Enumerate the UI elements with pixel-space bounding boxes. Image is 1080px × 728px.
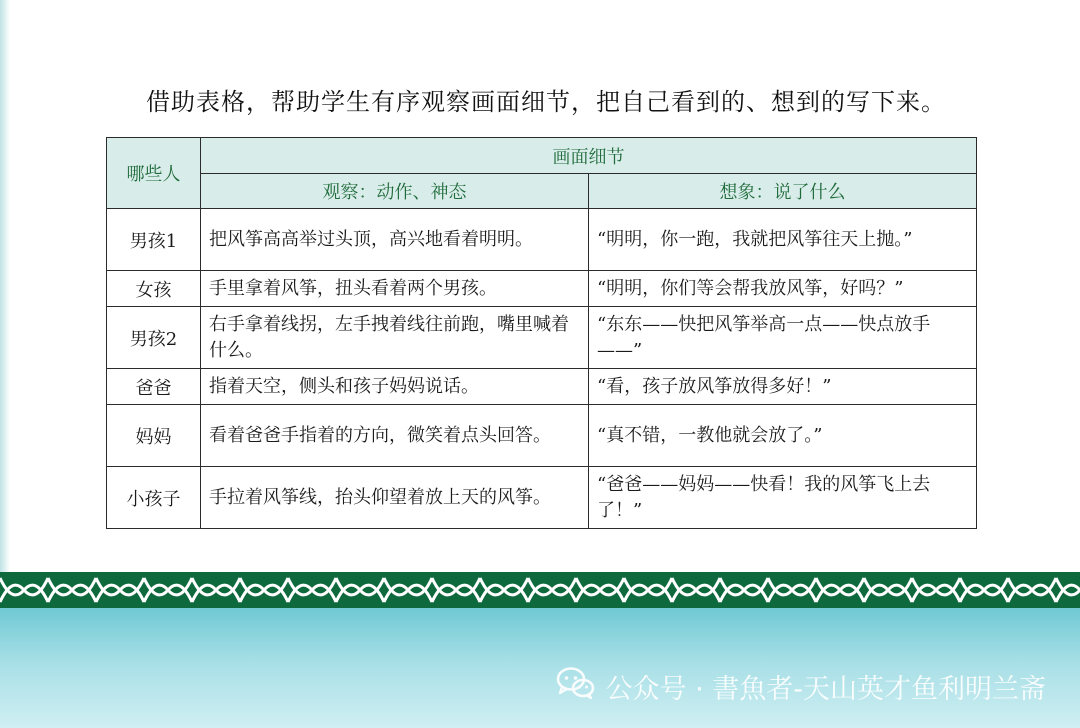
table-row <box>107 467 977 529</box>
person-cell: 小孩子 <box>107 467 201 529</box>
observe-cell: 右手拿着线拐，左手拽着线往前跑，嘴里喊着什么。 <box>201 307 589 369</box>
person-cell: 爸爸 <box>107 369 201 405</box>
imagine-cell: “真不错，一教他就会放了。” <box>589 405 977 467</box>
observation-table <box>106 137 977 529</box>
header-observe: 观察：动作、神态 <box>201 174 589 209</box>
watermark-text: 公众号 · 書魚者-天山英才鱼利明兰斋 <box>605 673 1046 705</box>
table-row <box>107 369 977 405</box>
table-row <box>107 405 977 467</box>
watermark <box>556 664 1047 708</box>
wechat-icon <box>556 666 596 707</box>
table-row <box>107 307 977 369</box>
table-row <box>107 271 977 307</box>
observe-cell: 手里拿着风筝，扭头看着两个男孩。 <box>201 271 589 307</box>
observe-cell: 指着天空，侧头和孩子妈妈说话。 <box>201 369 589 405</box>
observe-cell: 把风筝高高举过头顶，高兴地看着明明。 <box>201 209 589 271</box>
imagine-cell: “东东——快把风筝举高一点——快点放手——” <box>589 307 977 369</box>
imagine-cell: “明明，你一跑，我就把风筝往天上抛。” <box>589 209 977 271</box>
instruction-text: 借助表格，帮助学生有序观察画面细节，把自己看到的、想到的写下来。 <box>146 88 946 116</box>
person-cell: 女孩 <box>107 271 201 307</box>
decorative-band <box>0 572 1080 608</box>
person-cell: 男孩2 <box>107 307 201 369</box>
table-row <box>107 209 977 271</box>
imagine-cell: “爸爸——妈妈——快看！我的风筝飞上去了！” <box>589 467 977 529</box>
header-picture-details: 画面细节 <box>201 138 977 174</box>
header-imagine: 想象：说了什么 <box>589 174 977 209</box>
imagine-cell: “看，孩子放风筝放得多好！” <box>589 369 977 405</box>
person-cell: 妈妈 <box>107 405 201 467</box>
header-who: 哪些人 <box>107 138 201 209</box>
observe-cell: 看着爸爸手指着的方向，微笑着点头回答。 <box>201 405 589 467</box>
person-cell: 男孩1 <box>107 209 201 271</box>
imagine-cell: “明明，你们等会帮我放风筝，好吗？” <box>589 271 977 307</box>
observe-cell: 手拉着风筝线，抬头仰望着放上天的风筝。 <box>201 467 589 529</box>
